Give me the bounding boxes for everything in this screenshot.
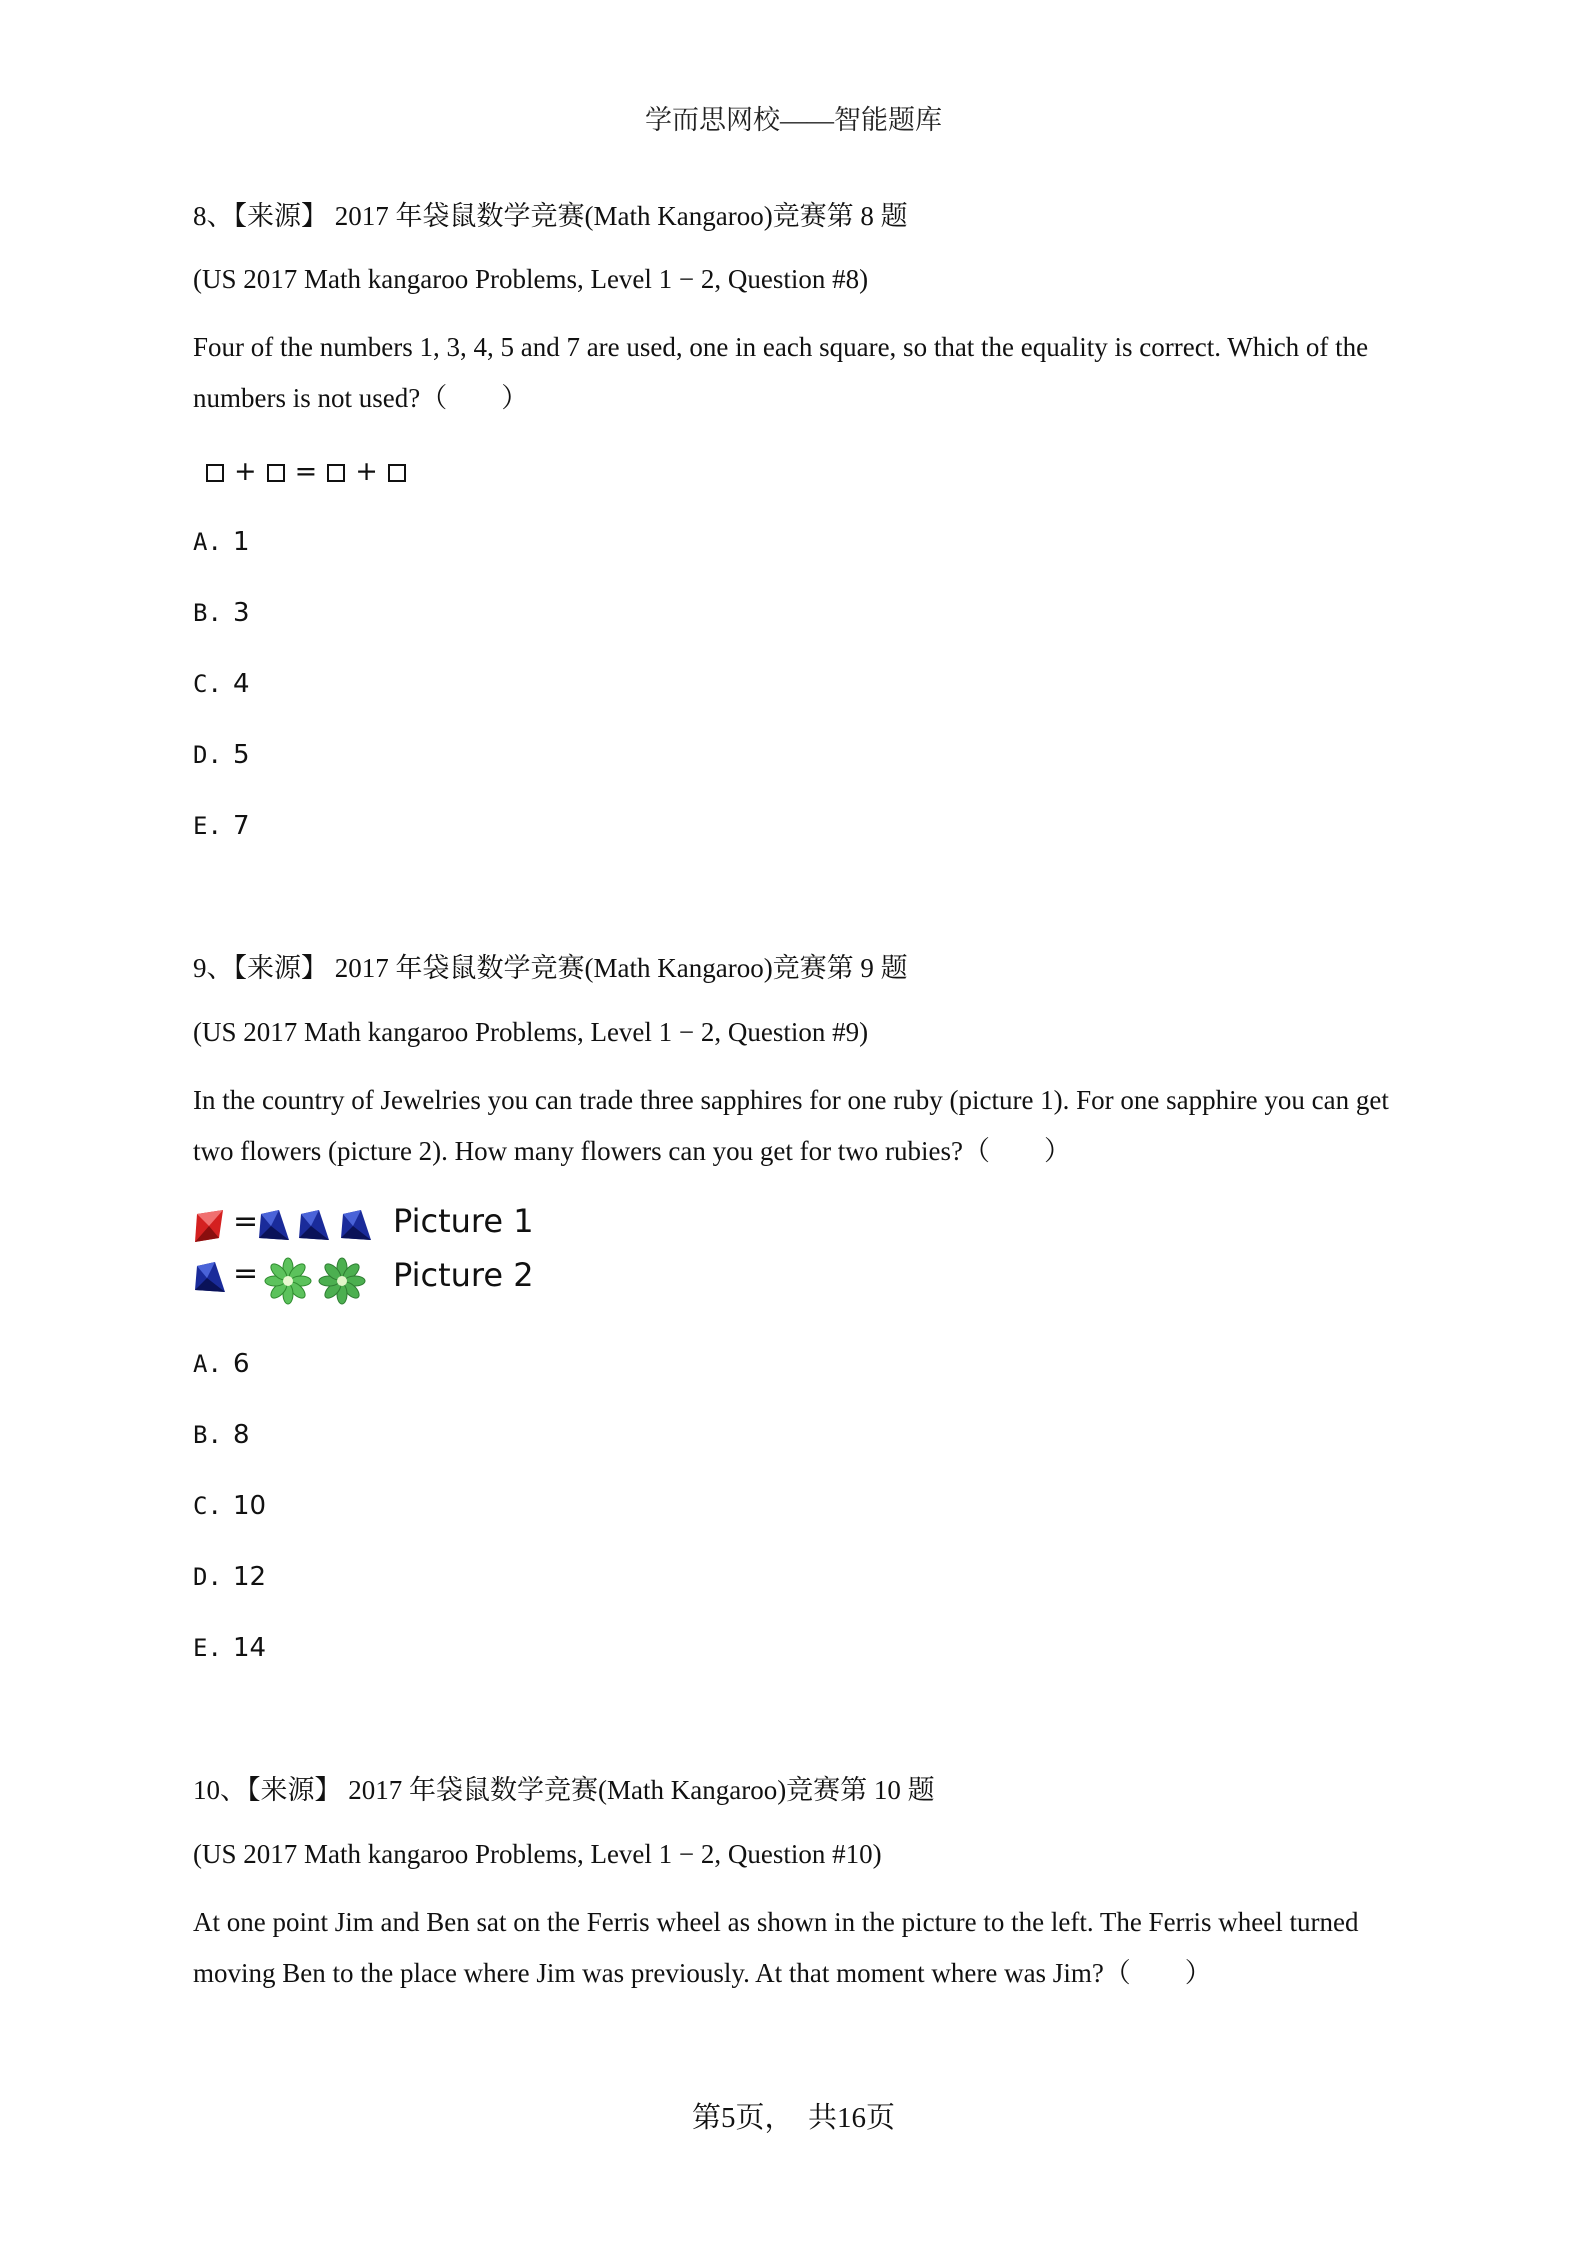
option-c[interactable]: C. 10 — [193, 1491, 267, 1521]
plus-sign: + — [234, 456, 257, 487]
sapphire-icon — [257, 1208, 291, 1244]
option-d[interactable]: D. 5 — [193, 740, 250, 770]
option-e[interactable]: E. 7 — [193, 811, 250, 841]
picture-1-row — [193, 1202, 613, 1252]
plus-sign: + — [355, 456, 378, 487]
ruby-icon — [193, 1208, 227, 1244]
question-8-title: 8、【来源】 2017 年袋鼠数学竞赛(Math Kangaroo)竞赛第 8 题 — [193, 201, 908, 231]
picture-2-row — [193, 1256, 613, 1310]
question-10-title: 10、【来源】 2017 年袋鼠数学竞赛(Math Kangaroo)竞赛第 10 题 — [193, 1775, 935, 1805]
sapphire-icon — [297, 1208, 331, 1244]
question-8-subtitle: (US 2017 Math kangaroo Problems, Level 1 − 2, Question #8) — [193, 264, 869, 294]
sapphire-icon — [339, 1208, 373, 1244]
picture-1-label: Picture 1 — [393, 1202, 534, 1240]
page-header: 学而思网校——智能题库 — [645, 105, 942, 135]
equals-sign: = — [233, 1204, 259, 1239]
flower-icon — [317, 1256, 367, 1306]
question-9-subtitle: (US 2017 Math kangaroo Problems, Level 1 − 2, Question #9) — [193, 1017, 869, 1047]
question-10-body: At one point Jim and Ben sat on the Ferris wheel as shown in the picture to the left. The Ferris wheel turned moving Ben to the place where Jim was previously. At that moment where was Jim?（ ） — [193, 1907, 1359, 1988]
blank-square-icon — [206, 464, 224, 482]
option-b[interactable]: B. 8 — [193, 1420, 250, 1450]
question-10-subtitle: (US 2017 Math kangaroo Problems, Level 1 − 2, Question #10) — [193, 1839, 882, 1869]
page-number: 第5页， 共16页 — [691, 2102, 895, 2134]
equals-sign: = — [294, 456, 318, 487]
blank-square-icon — [388, 464, 406, 482]
option-d[interactable]: D. 12 — [193, 1562, 267, 1592]
question-9-title: 9、【来源】 2017 年袋鼠数学竞赛(Math Kangaroo)竞赛第 9 题 — [193, 953, 908, 983]
sapphire-icon — [193, 1260, 227, 1296]
flower-icon — [263, 1256, 313, 1306]
blank-square-icon — [327, 464, 345, 482]
equals-sign: = — [233, 1256, 259, 1291]
option-c[interactable]: C. 4 — [193, 669, 250, 699]
question-8-body: Four of the numbers 1, 3, 4, 5 and 7 are used, one in each square, so that the equality is correct. Which of the numbers is not used?（ ） — [193, 332, 1369, 413]
blank-square-icon — [267, 464, 285, 482]
option-e[interactable]: E. 14 — [193, 1633, 267, 1663]
question-8-equation — [200, 456, 412, 487]
option-b[interactable]: B. 3 — [193, 598, 250, 628]
picture-2-label: Picture 2 — [393, 1256, 534, 1294]
question-9-body: In the country of Jewelries you can trade three sapphires for one ruby (picture 1). For one sapphire you can get two flowers (picture 2). How many flowers can you get for two rubies?（ ） — [193, 1085, 1389, 1166]
option-a[interactable]: A. 6 — [193, 1349, 250, 1379]
option-a[interactable]: A. 1 — [193, 527, 250, 557]
